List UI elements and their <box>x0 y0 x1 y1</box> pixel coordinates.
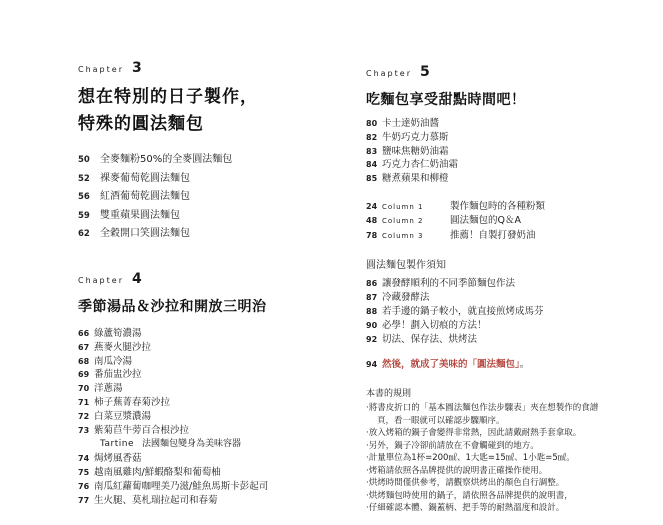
chapter-label: Chapter <box>78 65 124 74</box>
page-number: 84 <box>366 160 378 170</box>
chapter-4-section <box>78 271 348 508</box>
entry-title: 圓法麵包的Q＆A <box>450 215 521 227</box>
chapter-3-title <box>78 84 338 138</box>
toc-entry[interactable] <box>366 305 646 319</box>
chapter-3-list <box>78 151 338 244</box>
toc-entry[interactable] <box>366 145 646 159</box>
finale-suffix: 。 <box>519 359 530 371</box>
toc-entry[interactable] <box>78 341 348 355</box>
toc-entry[interactable] <box>78 188 338 207</box>
finale-prefix: 然後，就成了美味的 <box>382 359 468 371</box>
page-number: 72 <box>78 411 90 421</box>
rule-line: 頁，看一眼就可以確認步驟順序。 <box>377 415 505 426</box>
page-number: 50 <box>78 155 90 165</box>
entry-title: 全穀開口笑圓法麵包 <box>100 228 190 239</box>
chapter-5-heading <box>366 64 646 80</box>
chapter-4-heading <box>78 271 348 287</box>
entry-title: 燕麥火腿沙拉 <box>94 341 152 353</box>
tartine-title: 法國麵包變身為美味容器 <box>142 439 242 450</box>
toc-entry[interactable] <box>78 466 348 480</box>
rule-line: ‧將書皮折口的「基本圓法麵包作法步驟表」夾在想製作的食譜 <box>366 403 599 414</box>
notes-heading: 圓法麵包製作須知 <box>366 260 446 272</box>
page-number: 67 <box>78 342 90 352</box>
page-number: 73 <box>78 425 90 435</box>
entry-title: 製作麵包時的各種粉類 <box>450 200 546 212</box>
chapter-5-list <box>366 117 646 186</box>
entry-title: 越南風雞肉/鮮蝦酪梨和葡萄柚 <box>94 467 221 479</box>
chapter-5-title: 吃麵包享受甜點時間吧！ <box>366 92 526 108</box>
entry-title: 焗烤風香菇 <box>94 453 142 465</box>
chapter-5-section <box>366 64 646 515</box>
entry-title: 必學！劃入切痕的方法！ <box>382 319 487 331</box>
toc-entry[interactable] <box>366 117 646 131</box>
chapter-number: 5 <box>419 64 430 80</box>
toc-entry[interactable] <box>78 368 348 382</box>
page-number: 74 <box>78 454 90 464</box>
chapter-3-heading <box>78 60 338 76</box>
entry-title: 番茄盅沙拉 <box>94 369 142 381</box>
finale-entry[interactable] <box>366 358 646 372</box>
page-number: 85 <box>366 174 378 184</box>
page-number: 94 <box>366 360 378 370</box>
page-number: 59 <box>78 210 90 221</box>
entry-title: 南瓜冷湯 <box>94 355 133 367</box>
toc-entry[interactable] <box>78 327 348 341</box>
toc-entry[interactable] <box>78 480 348 494</box>
entry-title: 紅酒葡萄乾圓法麵包 <box>100 191 190 202</box>
toc-entry[interactable] <box>78 494 348 508</box>
entry-title: 紫菊苣牛蒡百合根沙拉 <box>94 424 190 436</box>
toc-entry[interactable] <box>78 207 338 226</box>
rules-title: 本書的規則 <box>366 389 412 400</box>
rule-line: ‧仔細確認本體、鍋蓋柄、把手等的耐熱溫度和設計。 <box>366 503 565 514</box>
entry-title: 牛奶巧克力慕斯 <box>382 131 449 143</box>
entry-title: 白菜豆漿濃湯 <box>94 410 152 422</box>
rule-line: ‧另外，鍋子冷卻前請放在不會觸碰到的地方。 <box>366 440 539 451</box>
entry-title: 洋蔥湯 <box>94 383 123 395</box>
entry-title: 切法、保存法、烘烤法 <box>382 333 478 345</box>
entry-title: 南瓜紅蘿蔔咖哩美乃滋/鮭魚馬斯卡彭起司 <box>94 480 269 492</box>
toc-entry[interactable] <box>366 291 646 305</box>
entry-title: 雙重蘋果圓法麵包 <box>100 209 180 221</box>
page-number: 66 <box>78 329 90 338</box>
entry-title: 巧克力杏仁奶油霜 <box>382 159 459 171</box>
page-number: 83 <box>366 146 378 156</box>
entry-title: 全麥麵粉50%的全麥圓法麵包 <box>100 154 233 165</box>
entry-title: 卡士達奶油醬 <box>382 118 440 129</box>
page-number: 56 <box>78 192 90 202</box>
page-number: 76 <box>78 481 90 491</box>
rule-line: ‧計量單位為1杯=200㎖、1大匙=15㎖、1小匙=5㎖。 <box>366 453 575 464</box>
rules-list <box>366 402 646 515</box>
entry-title: 若手邊的鍋子較小，就直接煎烤成馬芬 <box>382 306 544 318</box>
page-number: 86 <box>366 279 378 289</box>
toc-entry[interactable] <box>78 424 348 438</box>
entry-title: 生火腿、莫札瑞拉起司和春菊 <box>94 494 218 506</box>
page-number: 87 <box>366 293 378 303</box>
chapter-3-title-line2: 特殊的圓法麵包 <box>78 114 204 134</box>
toc-entry[interactable] <box>78 151 338 170</box>
toc-entry[interactable] <box>366 131 646 145</box>
entry-title: 鹽味焦糖奶油霜 <box>382 145 449 157</box>
rule-line: ‧放入烤箱的鍋子會變得非常熱，因此請戴耐熱手套拿取。 <box>366 428 582 439</box>
tartine-label: Tartine <box>100 439 134 450</box>
entry-title: 綠蘆筍濃湯 <box>94 328 142 339</box>
page-number: 90 <box>366 320 378 330</box>
toc-entry[interactable] <box>366 333 646 347</box>
toc-entry[interactable] <box>78 225 338 244</box>
toc-entry[interactable] <box>366 172 646 186</box>
entry-title: 糖煮蘋果和柳橙 <box>382 173 449 185</box>
notes-list <box>366 277 646 346</box>
page-number: 77 <box>78 495 90 505</box>
chapter-number: 3 <box>131 60 142 76</box>
page-number: 68 <box>78 356 90 366</box>
toc-entry[interactable] <box>366 319 646 333</box>
chapter-label: Chapter <box>78 276 124 285</box>
rule-line: ‧烘烤麵包時使用的鍋子，請依照各品牌提供的說明書， <box>366 490 573 501</box>
entry-title: 冷藏發酵法 <box>382 292 430 304</box>
column-entry[interactable] <box>366 200 646 215</box>
toc-entry[interactable] <box>78 452 348 466</box>
rule-line: ‧烤箱請依照各品牌提供的說明書正確操作使用。 <box>366 465 548 476</box>
chapter-4-title: 季節湯品＆沙拉和開放三明治 <box>78 299 267 315</box>
toc-entry[interactable] <box>366 158 646 172</box>
chapter-4-list <box>78 327 348 508</box>
page-number: 78 <box>366 230 378 240</box>
page-number: 71 <box>78 397 90 407</box>
chapter-label: Chapter <box>366 69 412 78</box>
column-entry[interactable] <box>366 214 646 229</box>
toc-entry[interactable] <box>78 396 348 410</box>
page-number: 69 <box>78 370 90 380</box>
toc-entry[interactable] <box>78 382 348 396</box>
entry-title: 柿子蕪菁春菊沙拉 <box>94 396 171 408</box>
rules-section <box>366 386 646 515</box>
columns-list <box>366 200 646 244</box>
toc-entry[interactable] <box>78 410 348 424</box>
page-number: 48 <box>366 216 378 226</box>
entry-title: 裸麥葡萄乾圓法麵包 <box>100 172 190 184</box>
page-number: 52 <box>78 173 90 184</box>
chapter-number: 4 <box>131 271 142 287</box>
page-number: 70 <box>78 384 90 394</box>
toc-entry[interactable] <box>78 355 348 369</box>
toc-entry[interactable] <box>78 170 338 189</box>
page-number: 24 <box>366 201 378 211</box>
entry-title: 推薦！自製打發奶油 <box>450 229 536 241</box>
column-label: Column 1 <box>382 202 424 211</box>
page-number: 62 <box>78 229 90 239</box>
chapter-3-section <box>78 60 338 244</box>
tartine-subheading <box>100 437 348 452</box>
rule-line: ‧烘烤時間僅供參考，請觀察烘烤出的顏色自行調整。 <box>366 478 565 489</box>
page-number: 88 <box>366 307 378 317</box>
finale-highlight: 「圓法麵包」 <box>467 359 520 371</box>
page-number: 82 <box>366 132 378 142</box>
toc-entry[interactable] <box>366 277 646 291</box>
column-label: Column 3 <box>382 231 424 240</box>
page-number: 92 <box>366 334 378 344</box>
page-number: 75 <box>78 468 90 478</box>
entry-title: 讓發酵順利的不同季節麵包作法 <box>382 278 516 290</box>
chapter-3-title-line1: 想在特別的日子製作， <box>78 87 258 107</box>
column-entry[interactable] <box>366 229 646 244</box>
page-number: 80 <box>366 119 378 128</box>
column-label: Column 2 <box>382 217 424 226</box>
